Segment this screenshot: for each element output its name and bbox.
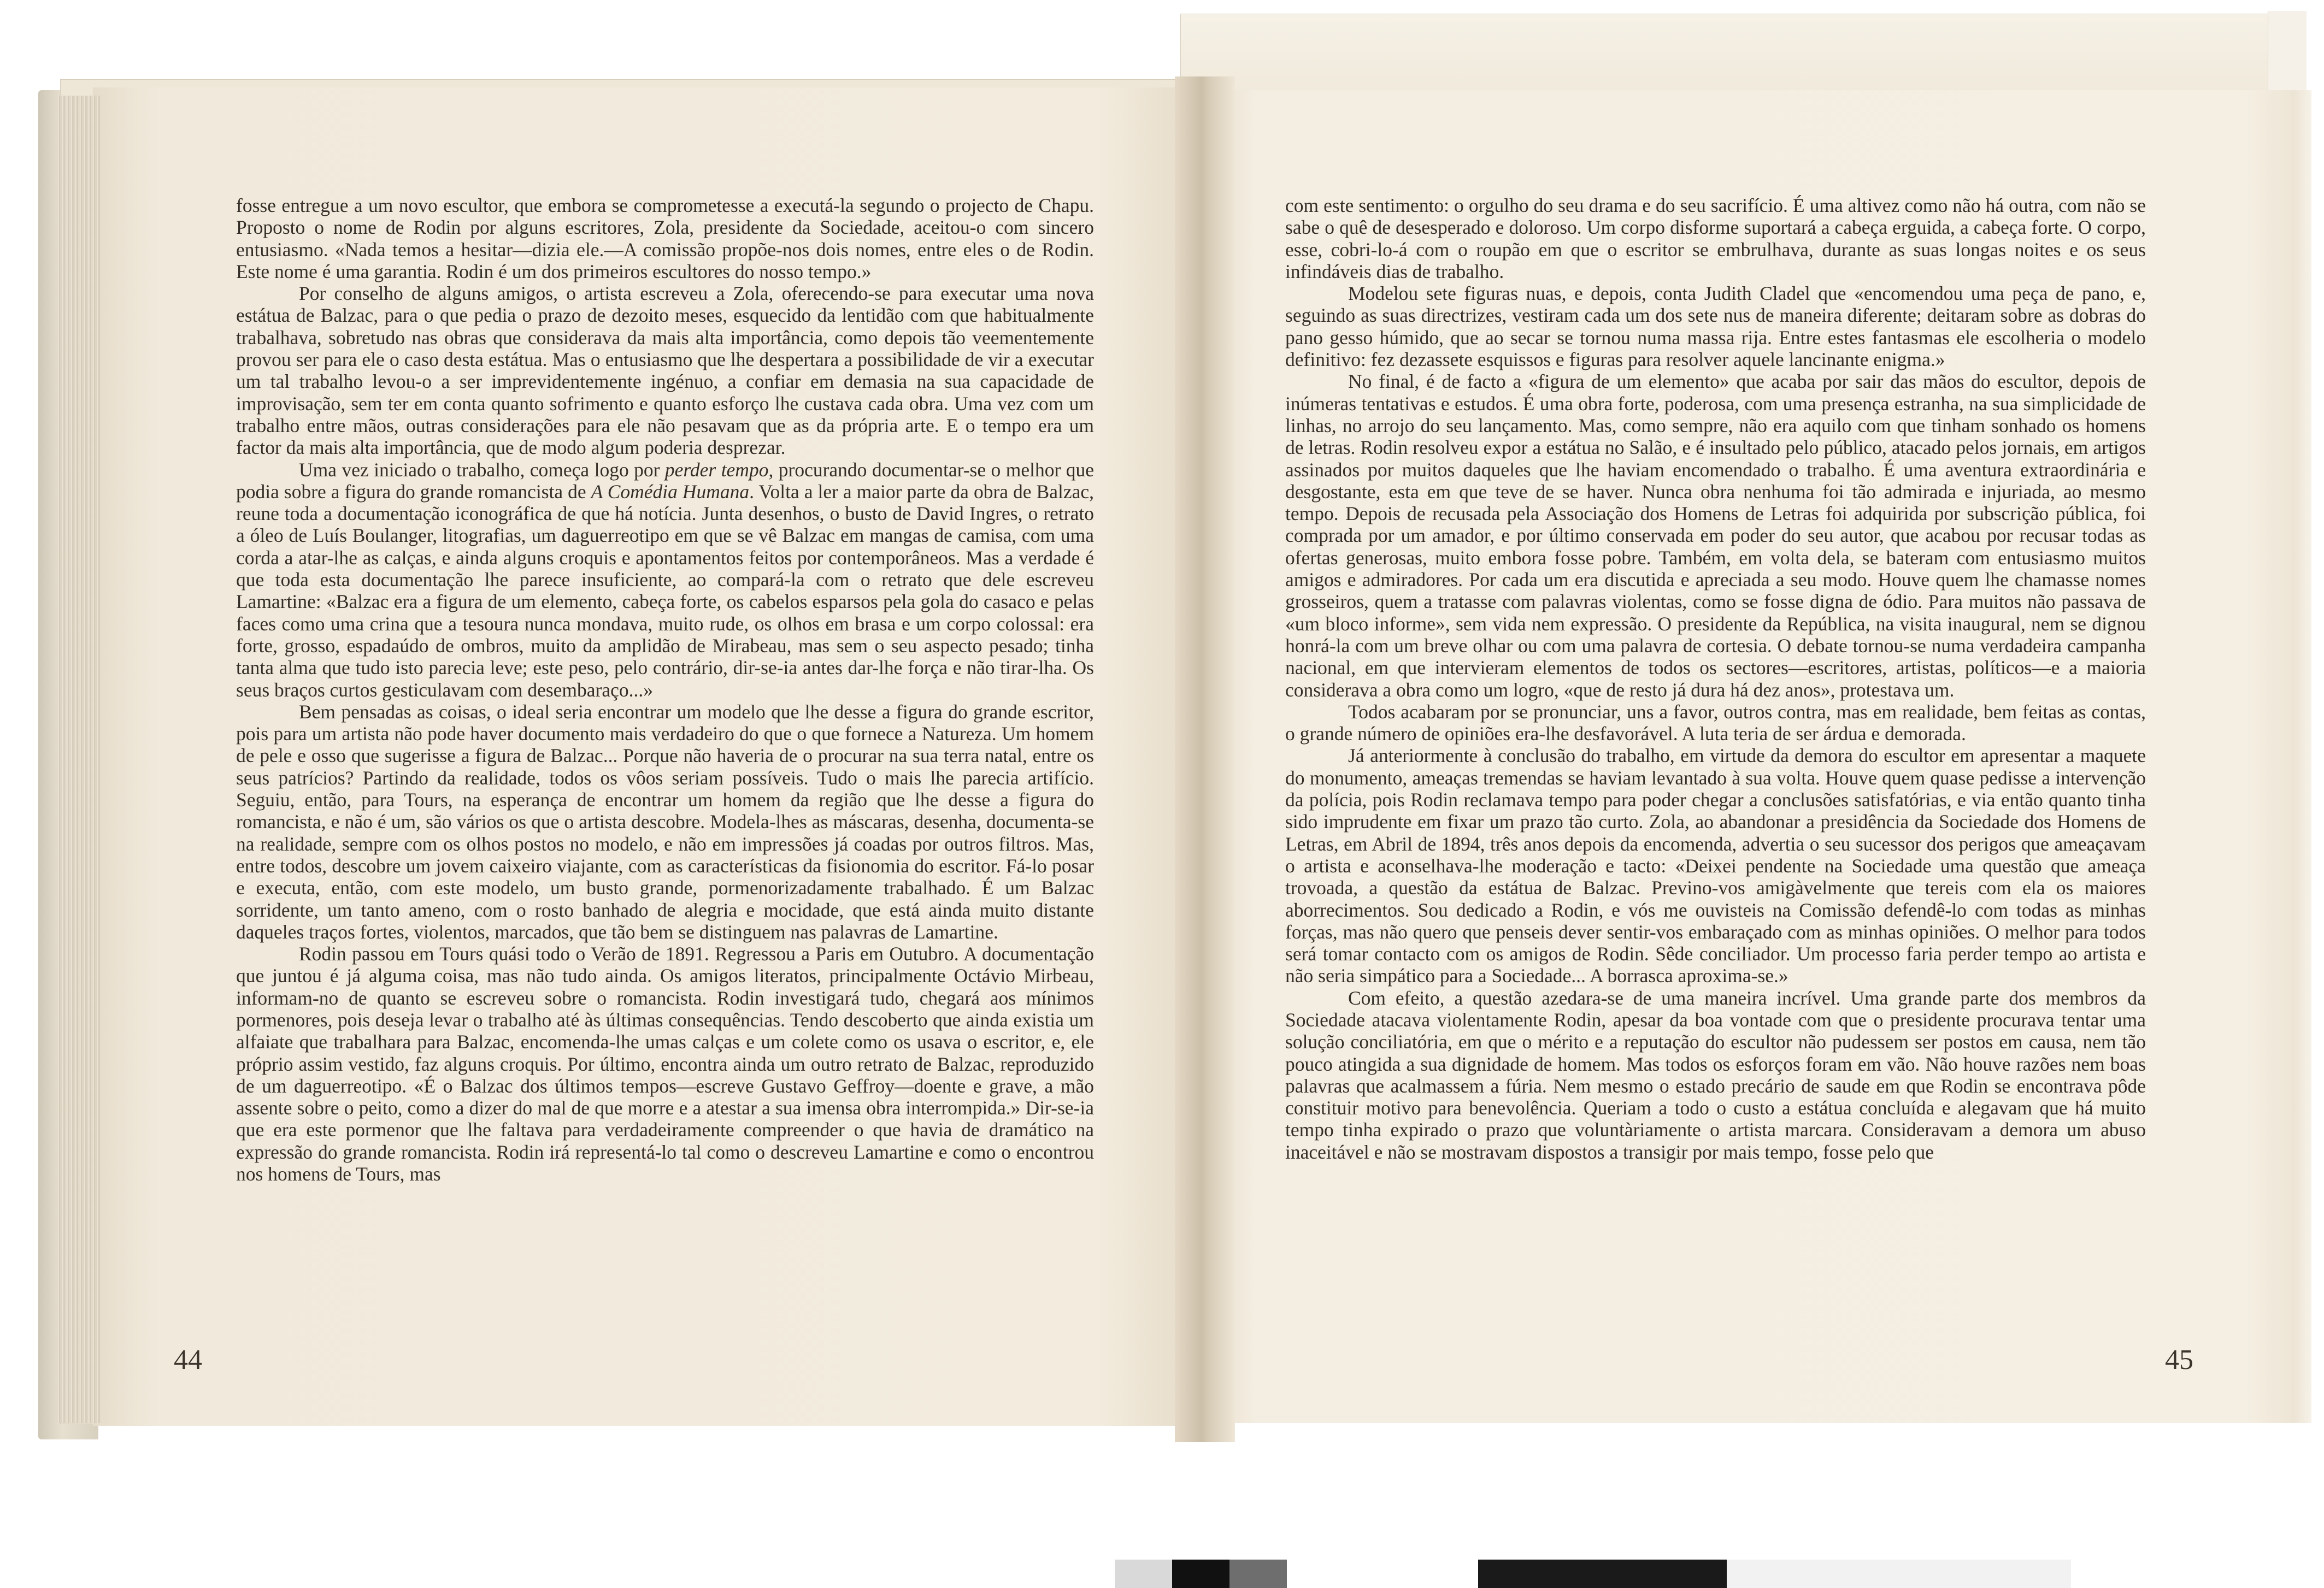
paragraph: Modelou sete figuras nuas, e depois, conta Judith Cladel que «encomendou uma peça de pano, e, seguindo as suas directrizes, vestiram cada um dos sete nus de maneira diferente; deitaram sobre as dobras do pano gesso húmido, que ao secar se tornou numa massa rija. Entre estes fantasmas ele escolheria o modelo definitivo: fez dezassete esquissos e figuras para resolver aquele lancinante enigma.» bbox=[1285, 282, 2146, 371]
paragraph: Por conselho de alguns amigos, o artista escreveu a Zola, oferecendo-se para executar uma nova estátua de Balzac, para o que pedia o prazo de dezoito meses, esquecido da lentidão com que habitualmente trabalhava, sobretudo nas obras que considerava da mais alta importância, como depois tão veementemente provou ser para ele o caso desta estátua. Mas o entusiasmo que lhe despertara a possibilidade de vir a executar um tal trabalho levou-o a ser imprevidentemente ingénuo, a confiar em demasia na sua capacidade de improvisação, sem ter em conta quanto sofrimento e quanto esforço lhe custava cada obra. Uma vez com um trabalho entre mãos, outras considerações para ele não pesavam que as da própria arte. E o tempo era um factor da mais alta importância, que de modo algum poderia desprezar. bbox=[236, 282, 1094, 459]
page-number-right: 45 bbox=[2165, 1344, 2193, 1376]
paragraph: Bem pensadas as coisas, o ideal seria encontrar um modelo que lhe desse a figura do grande escritor, pois para um artista não pode haver documento mais verdadeiro do que o que fornece a Natureza. Um homem de pele e osso que sugerisse a figura de Balzac... Porque não haveria de o procurar na sua terra natal, entre os seus patrícios? Partindo da realidade, todos os vôos seriam possíveis. Tudo o mais lhe parecia artifício. Seguiu, então, para Tours, na esperança de encontrar um homem da região que lhe desse a figura do romancista, e não é um, são vários os que o artista descobre. Modela-lhes as máscaras, desenha, documenta-se na realidade, sempre com os olhos postos no modelo, e não em impressões já coadas por outros filtros. Mas, entre todos, descobre um jovem caixeiro viajante, com as características da fisionomia do escritor. Fá-lo posar e executa, então, com este modelo, um busto grande, pormenorizadamente trabalhado. É um Balzac sorridente, um tanto ameno, com o rosto banhado de alegria e mocidade, que está ainda muito distante daqueles traços fortes, violentos, marcados, que tão bem se distinguem nas palavras de Lamartine. bbox=[236, 700, 1094, 943]
paragraph: Já anteriormente à conclusão do trabalho, em virtude da demora do escultor em apresentar a maquete do monumento, ameaças tremendas se haviam levantado à sua volta. Houve quem quase pedisse a intervenção da polícia, pois Rodin reclamava tempo para poder chegar a conclusões satisfatórias, e via então quanto tinha sido imprudente em fixar um prazo tão curto. Zola, ao abandonar a presidência da Sociedade dos Homens de Letras, em Abril de 1894, três anos depois da encomenda, advertia o seu sucessor dos perigos que ameaçavam o artista e aconselhava-lhe moderação e tacto: «Deixei pendente na Sociedade uma questão que ameaça trovoada, a questão da estátua de Balzac. Previno-vos amigàvelmente que tereis com ela os maiores aborrecimentos. Sou dedicado a Rodin, e vós me ouvisteis na Comissão defendê-lo com todas as minhas forças, mas não quero que penseis dever sentir-vos embaraçado com as minhas opiniões. O melhor para todos será tomar contacto com os amigos de Rodin. Sêde conciliador. Um processo faria perder tempo ao artista e não seria simpático para a Sociedade... A borrasca aproxima-se.» bbox=[1285, 745, 2146, 987]
scan-color-target bbox=[1115, 1560, 2071, 1588]
page-number-left: 44 bbox=[174, 1344, 202, 1376]
right-page-text bbox=[1285, 194, 2146, 1163]
left-page-text bbox=[236, 194, 1094, 1185]
page-edges bbox=[57, 96, 101, 1423]
paragraph: Rodin passou em Tours quási todo o Verão de 1891. Regressou a Paris em Outubro. A documentação que juntou é já alguma coisa, mas não tudo ainda. Os amigos literatos, principalmente Octávio Mirbeau, informam-no de quanto se escreveu sobre o romancista. Rodin investigará tudo, chegará aos mínimos pormenores, pois deseja levar o trabalho até às últimas consequências. Tendo descoberto que ainda existia um alfaiate que trabalhara para Balzac, encomenda-lhe umas calças e um colete como os usava o escritor, e, ele próprio assim vestido, faz alguns croquis. Por último, encontra ainda um outro retrato de Balzac, reproduzido de um daguerreotipo. «É o Balzac dos últimos tempos—escreve Gustavo Geffroy—doente e grave, a mão assente sobre o peito, como a dizer do mal de que morre e a atestar a sua imensa obra interrompida.» Dir-se-ia que era este pormenor que lhe faltava para verdadeiramente compreender o que havia de dramático na expressão do grande romancista. Rodin irá representá-lo tal como o descreveu Lamartine e como o encontrou nos homens de Tours, mas bbox=[236, 943, 1094, 1185]
book-title-italic: A Comédia Humana bbox=[591, 480, 750, 503]
text-run: , procurando documentar-se o melhor que podia sobre a figura do grande romancista de bbox=[236, 458, 1095, 503]
text-run: Uma vez iniciado o trabalho, começa logo por bbox=[299, 458, 665, 481]
paragraph: Todos acabaram por se pronunciar, uns a favor, outros contra, mas em realidade, bem feitas as contas, o grande número de opiniões era-lhe desfavorável. A luta teria de ser árdua e demorada. bbox=[1285, 700, 2146, 745]
italic-phrase: perder tempo bbox=[664, 458, 769, 481]
text-run: . Volta a ler a maior parte da obra de Balzac, reune toda a documentação iconográfica de que há notícia. Junta desenhos, o busto de David Ingres, o retrato a óleo de Luís Boulanger, litografias, um daguerreotipo em que se vê Balzac em mangas de camisa, com uma corda a atar-lhe as calças, e ainda alguns croquis e apontamentos feitos por contemporâneos. Mas a verdade é que toda esta documentação lhe parece insuficiente, ao compará-la com o retrato que dele escreveu Lamartine: «Balzac era a figura de um elemento, cabeça forte, os cabelos esparsos pela gola do casaco e pelas faces como uma crina que a tesoura nunca mondava, muito rude, os olhos em brasa e um corpo colossal: era forte, grosso, espadaúdo de ombros, muito da amplidão de Mirabeau, mas sem o seu aspecto pesado; tinha tanta alma que tudo isto parecia leve; este peso, pelo contrário, dir-se-ia antes dar-lhe força e não tirar-lha. Os seus braços curtos gesticulavam com desembaraço...» bbox=[236, 480, 1094, 701]
right-page-edge bbox=[2292, 90, 2311, 1423]
paragraph bbox=[236, 459, 1094, 701]
paragraph: Com efeito, a questão azedara-se de uma maneira incrível. Uma grande parte dos membros da Sociedade atacava violentamente Rodin, apesar da boa vontade com que o presidente procurava tentar uma solução conciliatória, em que o mérito e a reputação do escultor não pudessem ser postos em causa, nem tão pouco atingida a sua dignidade de homem. Mas todos os esforços foram em vão. Não houve razões nem boas palavras que acalmassem a fúria. Nem mesmo o estado precário de saude em que Rodin se encontrava pôde constituir motivo para benevolência. Queriam a todo o custo a estátua concluída e alegavam que há muito tempo tinha expirado o prazo que voluntàriamente o artista marcara. Consideravam a demora um abuso inaceitável e não se mostravam dispostos a transigir por mais tempo, fosse pelo que bbox=[1285, 987, 2146, 1163]
paragraph: No final, é de facto a «figura de um elemento» que acaba por sair das mãos do escultor, depois de inúmeras tentativas e estudos. É uma obra forte, poderosa, com uma presença estranha, na sua simplicidade de linhas, no arrojo do seu lançamento. Mas, como sempre, não era aquilo com que tinham sonhado os homens de letras. Rodin resolveu expor a estátua no Salão, e é insultado pelo público, atacado pelos jornais, em artigos assinados por muitos daqueles que lhe haviam encomendado o trabalho. É uma aventura extraordinária e desgostante, esta em que teve de se haver. Nunca obra nenhuma foi tão admirada e injuriada, ao mesmo tempo. Depois de recusada pela Associação dos Homens de Letras foi adquirida por subscrição pública, foi comprada por um amador, e por último conservada em poder do seu autor, que acabou por recusar todas as ofertas generosas, muito embora fosse pobre. Também, em volta dela, se bateram com entusiasmo muitos amigos e admiradores. Por cada um era discutida e apreciada a seu modo. Houve quem lhe chamasse nomes grosseiros, quem a tratasse com palavras violentas, como se fosse digna de ódio. Para muitos não passava de «um bloco informe», sem vida nem expressão. O presidente da República, na visita inaugural, nem se dignou honrá-la com um breve olhar ou com uma palavra de cortesia. O debate tornou-se numa verdadeira campanha nacional, em que intervieram elementos de todos os sectores—escritores, artistas, políticos—e a maioria considerava a obra como um logro, «que de resto já dura há dez anos», protestava um. bbox=[1285, 370, 2146, 701]
paragraph: fosse entregue a um novo escultor, que embora se comprometesse a executá-la segundo o projecto de Chapu. Proposto o nome de Rodin por alguns escritores, Zola, presidente da Sociedade, aceitou-o com sincero entusiasmo. «Nada temos a hesitar—dizia ele.—A comissão propõe-nos dois nomes, entre eles o de Rodin. Este nome é uma garantia. Rodin é um dos primeiros escultores do nosso tempo.» bbox=[236, 194, 1094, 282]
book-gutter bbox=[1175, 76, 1235, 1442]
paragraph: com este sentimento: o orgulho do seu drama e do seu sacrifício. É uma altivez como não há outra, com não se sabe o quê de desesperado e doloroso. Um corpo disforme suportará a cabeça erguida, a cabeça forte. O corpo, esse, cobri-lo-á com o roupão em que o escritor se embrulhava, durante as suas longas noites e os seus infindáveis dias de trabalho. bbox=[1285, 194, 2146, 282]
